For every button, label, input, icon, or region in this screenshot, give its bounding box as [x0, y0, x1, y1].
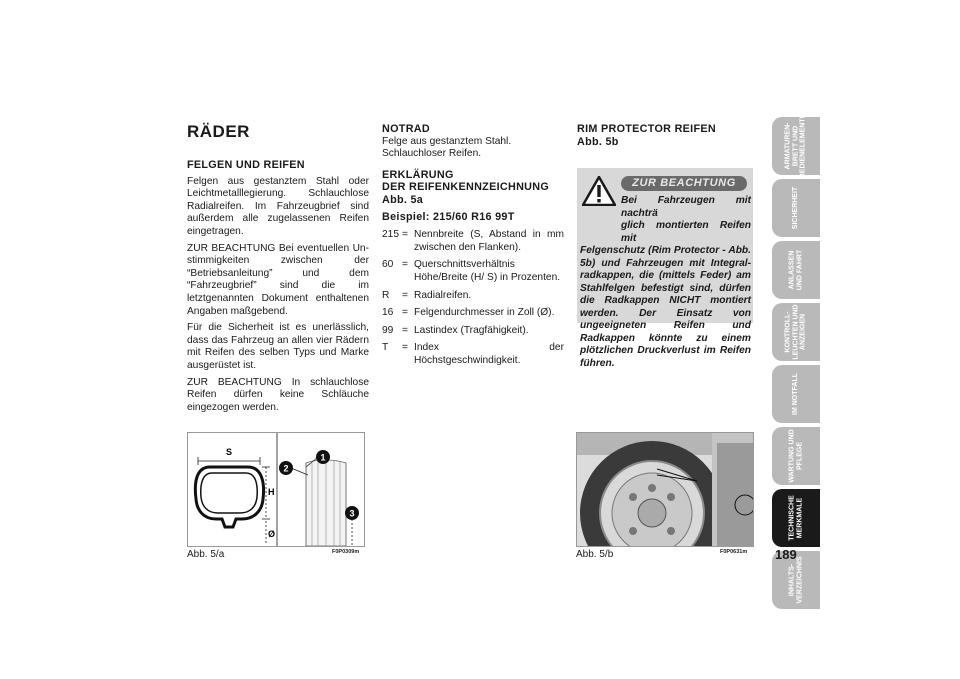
spec-row: [382, 290, 564, 303]
figure-wheel-photo: [576, 432, 754, 547]
page-number: 189: [775, 547, 797, 562]
chapter-tab[interactable]: [772, 241, 820, 299]
chapter-tab-line: PFLEGE: [796, 442, 803, 471]
chapter-tab-line: TECHNISCHE: [788, 495, 796, 541]
paragraph-spare-wheel: Felge aus gestanztem Stahl. Schlauchloser Reifen.: [382, 135, 512, 160]
tyre-section-drawing: [188, 433, 364, 546]
chapter-tab-line: KONTROLL-: [784, 311, 792, 353]
figure-b-caption: Abb. 5/b: [576, 549, 614, 560]
paragraph-safety: Für die Sicherheit ist es unerlässlich, dass das Fahrzeug an allen vier Rädern mit Reifen des selben Typs und Marke ausgerüstet ist.: [187, 322, 369, 371]
column-right: [577, 123, 753, 148]
chapter-tab[interactable]: [772, 303, 820, 361]
chapter-tab-line: ANLASSEN: [788, 250, 796, 290]
warning-label: ZUR BEACHTUNG: [621, 176, 747, 191]
chapter-tab-line: LEUCHTEN UND: [792, 304, 800, 360]
spec-equals: =: [402, 342, 408, 354]
chapter-tab-line: MERKMALE: [796, 497, 803, 539]
chapter-tab-label: [785, 304, 808, 359]
chapter-tab-line: INHALTS-: [788, 563, 796, 597]
marker-3: 3: [349, 508, 355, 519]
chapter-tab-line: ARMATUREN-: [784, 122, 792, 170]
chapter-tab-line: WARTUNG UND: [788, 429, 796, 483]
spec-list: [382, 229, 564, 367]
section-heading-rims: FELGEN UND REIFEN: [187, 159, 305, 171]
spec-row: [382, 307, 564, 320]
spec-equals: =: [402, 229, 408, 241]
spec-row: [382, 342, 564, 367]
spec-value: Nennbreite (S, Abstand in mm zwischen den Flanken).: [414, 229, 564, 253]
paragraph-note-documents: ZUR BEACHTUNG Bei eventuellen Unstimmigkeiten zwischen der “Betriebsanleitung” und dem “Fahrzeugbrief” sind die im letztgenannten Dokument enthaltenen Angaben maßgebend.: [187, 242, 369, 317]
tyre-example: Beispiel: 215/60 R16 99T: [382, 210, 515, 223]
paragraph-rims: Felgen aus gestanztem Stahl oder Leichtmetalllegierung. Schlauchlose Radialreifen. Im Fahrzeugbrief sind außerdem alle zugelassenen Reifen eingetragen.: [187, 175, 369, 237]
chapter-tab-label: [788, 556, 803, 603]
heading-spare-wheel: NOTRAD: [382, 123, 430, 135]
warning-line-2: glich montierten Reifen mit: [621, 220, 751, 244]
warning-body: Felgenschutz (Rim Protector - Abb. 5b) und Fahrzeugen mit Integralradkappen, die (mittels Feder) am Stahlfelgen befestigt sind, dürfen die Radkappen NICHT montiert werden. Der Einsatz von ungeeigneten Reifen und Radkappen könnte zu einem plötzlichen Druckverlust im Reifen führen.: [580, 245, 751, 369]
chapter-tab-label: [785, 114, 808, 179]
chapter-tab[interactable]: [772, 365, 820, 423]
warning-line-1: Bei Fahrzeugen mit nachträ: [621, 195, 751, 219]
chapter-tab[interactable]: [772, 113, 820, 179]
warning-box: [577, 168, 753, 369]
chapter-tab-label: [792, 373, 800, 415]
spec-row: [382, 325, 564, 338]
heading-tyre-marking-2: DER REIFENKENNZEICHNUNG: [382, 181, 550, 194]
spec-equals: =: [402, 307, 408, 319]
chapter-tab-label: [788, 250, 803, 290]
heading-rim-protector: RIM PROTECTOR REIFEN: [577, 123, 716, 135]
wheel-photo-drawing: [577, 433, 753, 546]
spec-key: R: [382, 289, 390, 301]
heading-tyre-marking-1: ERKLÄRUNG: [382, 168, 454, 181]
figure-a-caption: Abb. 5/a: [187, 549, 225, 560]
column-middle: [382, 123, 564, 373]
figure-a-code: F0P0309m: [332, 549, 360, 555]
chapter-tab[interactable]: [772, 427, 820, 485]
chapter-tab-line: UND FAHRT: [796, 249, 803, 291]
spec-value: Radialreifen.: [414, 289, 472, 301]
warning-text: [580, 195, 751, 370]
spec-equals: =: [402, 289, 408, 301]
label-h: H: [268, 487, 275, 497]
marker-1: 1: [320, 452, 326, 463]
spec-value: Felgendurchmesser in Zoll (Ø).: [414, 307, 555, 319]
chapter-tab-label: [788, 495, 803, 541]
spec-row: [382, 229, 564, 254]
chapter-tab-line: BEDIENELEMENTE: [799, 113, 807, 179]
chapter-tab-line: ANZEIGEN: [799, 313, 807, 351]
figure-b-code: F0P0631m: [720, 549, 748, 555]
chapter-tab[interactable]: [772, 179, 820, 237]
spec-key: 16: [382, 307, 394, 319]
chapter-tab-line: VERZEICHNIS: [796, 556, 803, 604]
chapter-tab-label: [788, 429, 803, 482]
spec-key: 60: [382, 259, 394, 271]
chapter-tab-line: BRETT UND: [792, 125, 800, 167]
spec-value: Querschnittsverhältnis Höhe/Breite (H/ S) in Prozenten.: [414, 259, 561, 283]
marker-2: 2: [283, 463, 289, 474]
chapter-tab-line: IM NOTFALL: [792, 373, 800, 415]
spec-key: 215: [382, 229, 399, 241]
chapter-tab[interactable]: [772, 489, 820, 547]
spec-equals: =: [402, 259, 408, 271]
spec-key: T: [382, 342, 389, 354]
heading-rim-protector-ref: Abb. 5b: [577, 135, 619, 148]
paragraph-note-tubeless: ZUR BEACHTUNG In schlauchlose Reifen dürfen keine Schläuche eingezogen werden.: [187, 376, 369, 413]
chapter-tab-line: SICHERHEIT: [792, 186, 800, 230]
column-left: [187, 123, 369, 418]
spec-key: 99: [382, 324, 394, 336]
spec-row: [382, 259, 564, 284]
heading-tyre-marking-ref: Abb. 5a: [382, 193, 424, 206]
spec-value: Index der Höchstgeschwindigkeit.: [414, 342, 564, 366]
page-title: RÄDER: [187, 122, 250, 141]
label-diameter: Ø: [268, 529, 276, 539]
chapter-tab-label: [792, 187, 800, 229]
label-s: S: [226, 447, 233, 457]
spec-value: Lastindex (Tragfähigkeit).: [414, 324, 529, 336]
spec-equals: =: [402, 324, 408, 336]
figure-tyre-section: [187, 432, 365, 547]
